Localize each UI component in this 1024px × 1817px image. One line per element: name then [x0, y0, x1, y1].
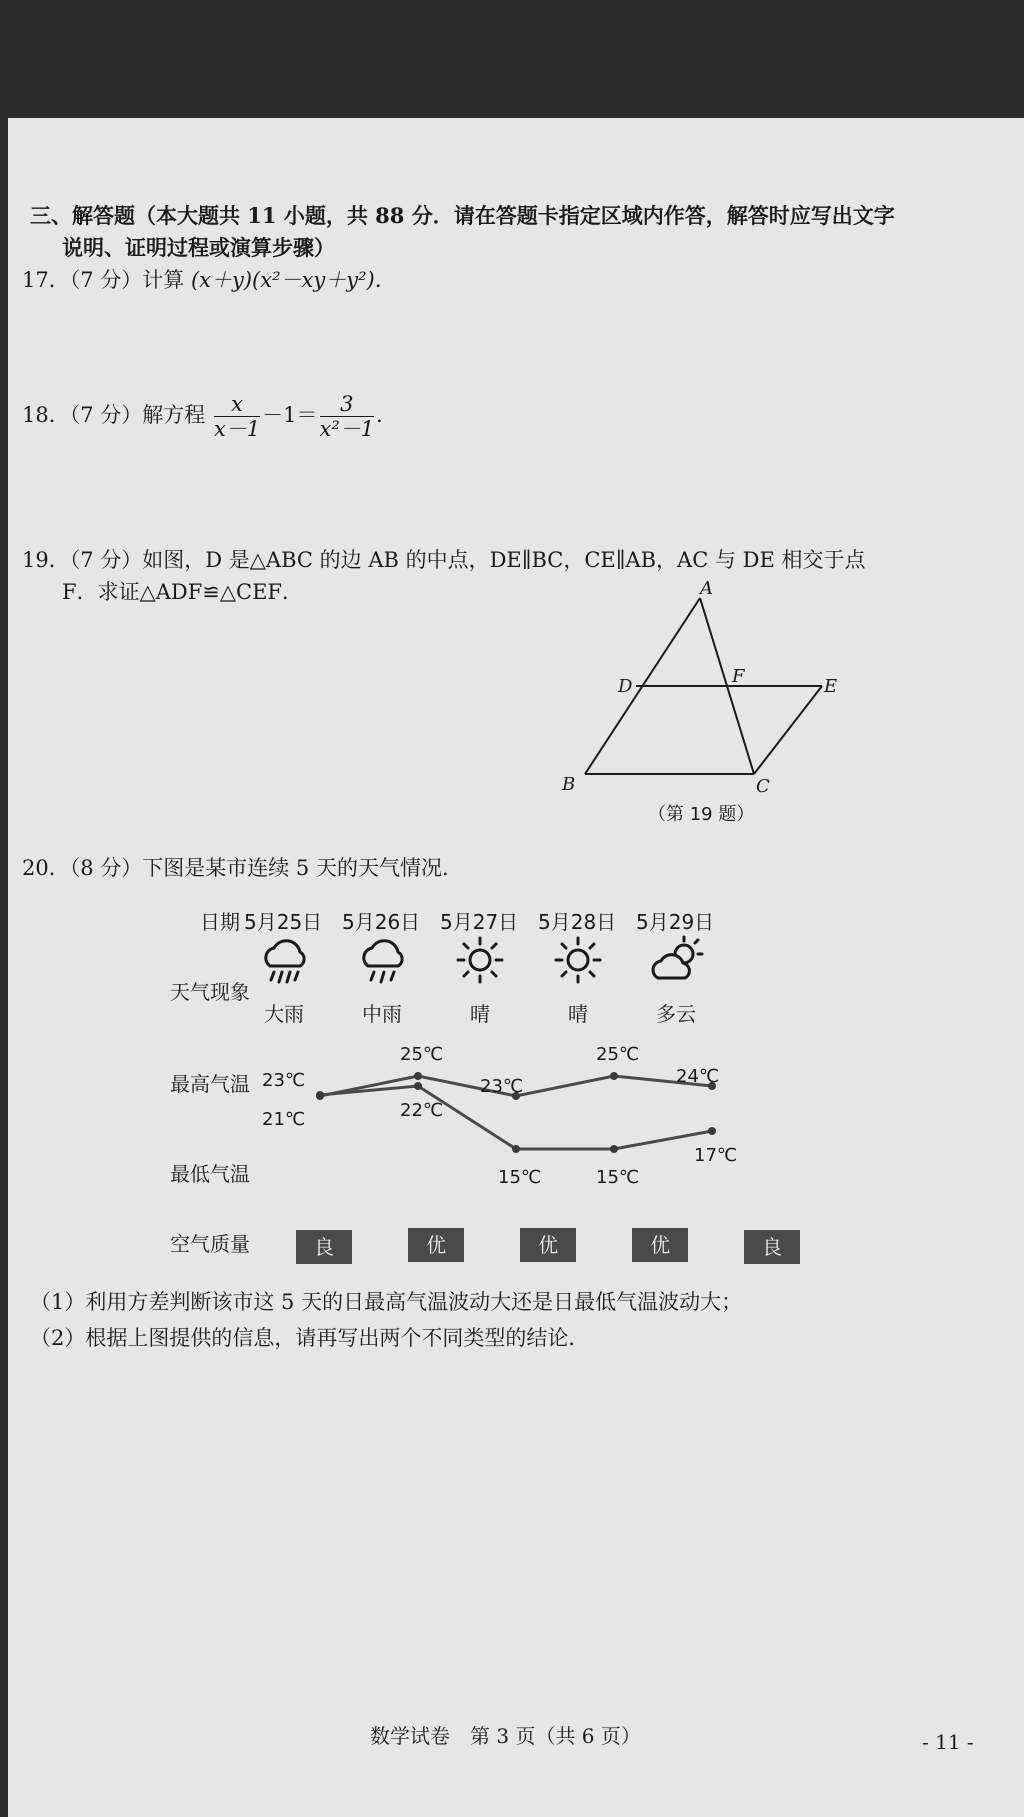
q19-figure — [560, 576, 980, 826]
temperature-line-chart — [240, 1038, 738, 1218]
q19-line1: 19．（7 分）如图，D 是△ABC 的边 AB 的中点，DE∥BC，CE∥AB，AC 与 DE 相交于点 — [22, 548, 866, 572]
point-E-label: E — [824, 676, 838, 697]
date-day-5: 5月29日 — [636, 910, 715, 934]
date-day-3: 5月27日 — [440, 910, 519, 934]
low-temp-label-day-3: 15℃ — [498, 1167, 542, 1188]
weather-day-4: 晴 — [568, 1002, 588, 1026]
low-temp-label-day-2: 22℃ — [400, 1100, 444, 1121]
row-label-date: 日期 — [200, 910, 240, 934]
q18-end: ． — [376, 403, 398, 427]
page-number: - 11 - — [922, 1730, 974, 1754]
q20-sub1: （1）利用方差判断该市这 5 天的日最高气温波动大还是日最低气温波动大； — [30, 1290, 743, 1314]
air-quality-day-4: 优 — [632, 1228, 688, 1262]
point-F-label: F — [732, 666, 745, 687]
air-quality-day-3: 优 — [520, 1228, 576, 1262]
low-temp-point-day-5 — [708, 1127, 716, 1135]
section-title: 三、解答题 — [30, 203, 135, 228]
high-temp-point-day-4 — [610, 1072, 618, 1080]
q18-frac2-denominator: x²－1 — [319, 417, 375, 441]
high-temp-point-day-2 — [414, 1072, 422, 1080]
row-label-air: 空气质量 — [170, 1232, 250, 1256]
weather-day-5: 多云 — [656, 1002, 696, 1026]
low-temp-point-day-3 — [512, 1145, 520, 1153]
heavy-rain-icon — [256, 936, 316, 986]
low-temp-label-day-1: 21℃ — [262, 1109, 306, 1130]
point-A-label: A — [700, 578, 713, 599]
low-temp-label-day-5: 17℃ — [694, 1145, 738, 1166]
moderate-rain-icon — [354, 936, 414, 986]
high-temp-label-day-5: 24℃ — [676, 1066, 720, 1087]
q17-label: 17．（7 分）计算 — [22, 268, 185, 292]
weather-day-2: 中雨 — [362, 1002, 402, 1026]
air-quality-day-1: 良 — [296, 1230, 352, 1264]
sun-icon — [452, 934, 508, 986]
point-D-label: D — [618, 676, 633, 697]
air-quality-day-2: 优 — [408, 1228, 464, 1262]
q18-frac1-numerator: x — [214, 392, 260, 417]
exam-page — [8, 118, 1024, 1817]
sun-icon — [550, 934, 606, 986]
row-label-low: 最低气温 — [170, 1162, 250, 1186]
q18-frac1-denominator: x－1 — [213, 417, 261, 441]
section-note-line1: （本大题共 11 小题，共 88 分．请在答题卡指定区域内作答，解答时应写出文字 — [135, 203, 895, 228]
q19-line2: F．求证△ADF≌△CEF． — [62, 580, 304, 604]
high-temp-label-day-2: 25℃ — [400, 1044, 444, 1065]
high-temp-label-day-1: 23℃ — [262, 1070, 306, 1091]
low-temp-label-day-4: 15℃ — [596, 1167, 640, 1188]
high-temp-label-day-3: 23℃ — [480, 1076, 524, 1097]
partly-cloudy-icon — [648, 934, 708, 986]
date-day-4: 5月28日 — [538, 910, 617, 934]
q18-fraction-1 — [214, 392, 260, 441]
air-quality-day-5: 良 — [744, 1230, 800, 1264]
segment-CE — [754, 686, 822, 774]
low-temp-point-day-4 — [610, 1145, 618, 1153]
q18-fraction-2 — [320, 392, 375, 441]
question-17 — [22, 264, 396, 294]
row-label-weather: 天气现象 — [170, 980, 250, 1004]
date-day-2: 5月26日 — [342, 910, 421, 934]
low-temp-point-day-1 — [316, 1091, 324, 1099]
point-B-label: B — [562, 774, 576, 795]
point-C-label: C — [756, 776, 770, 797]
weather-day-3: 晴 — [470, 1002, 490, 1026]
low-temp-point-day-2 — [414, 1082, 422, 1090]
high-temp-label-day-4: 25℃ — [596, 1044, 640, 1065]
row-label-high: 最高气温 — [170, 1072, 250, 1096]
q18-frac2-numerator: 3 — [320, 392, 375, 417]
section-note-line2: 说明、证明过程或演算步骤） — [62, 235, 335, 260]
q17-expression: (x＋y)(x²－xy＋y²)． — [190, 268, 396, 292]
q18-middle: －1＝ — [262, 403, 318, 427]
weather-day-1: 大雨 — [264, 1002, 304, 1026]
section-heading — [30, 200, 895, 230]
page-footer: 数学试卷 第 3 页（共 6 页） — [370, 1724, 641, 1748]
date-day-1: 5月25日 — [244, 910, 323, 934]
q20-sub2: （2）根据上图提供的信息，请再写出两个不同类型的结论． — [30, 1326, 590, 1350]
q20-intro: 20．（8 分）下图是某市连续 5 天的天气情况． — [22, 856, 463, 880]
q18-label: 18．（7 分）解方程 — [22, 403, 206, 427]
question-18 — [22, 392, 397, 441]
q19-caption: （第 19 题） — [648, 804, 755, 825]
